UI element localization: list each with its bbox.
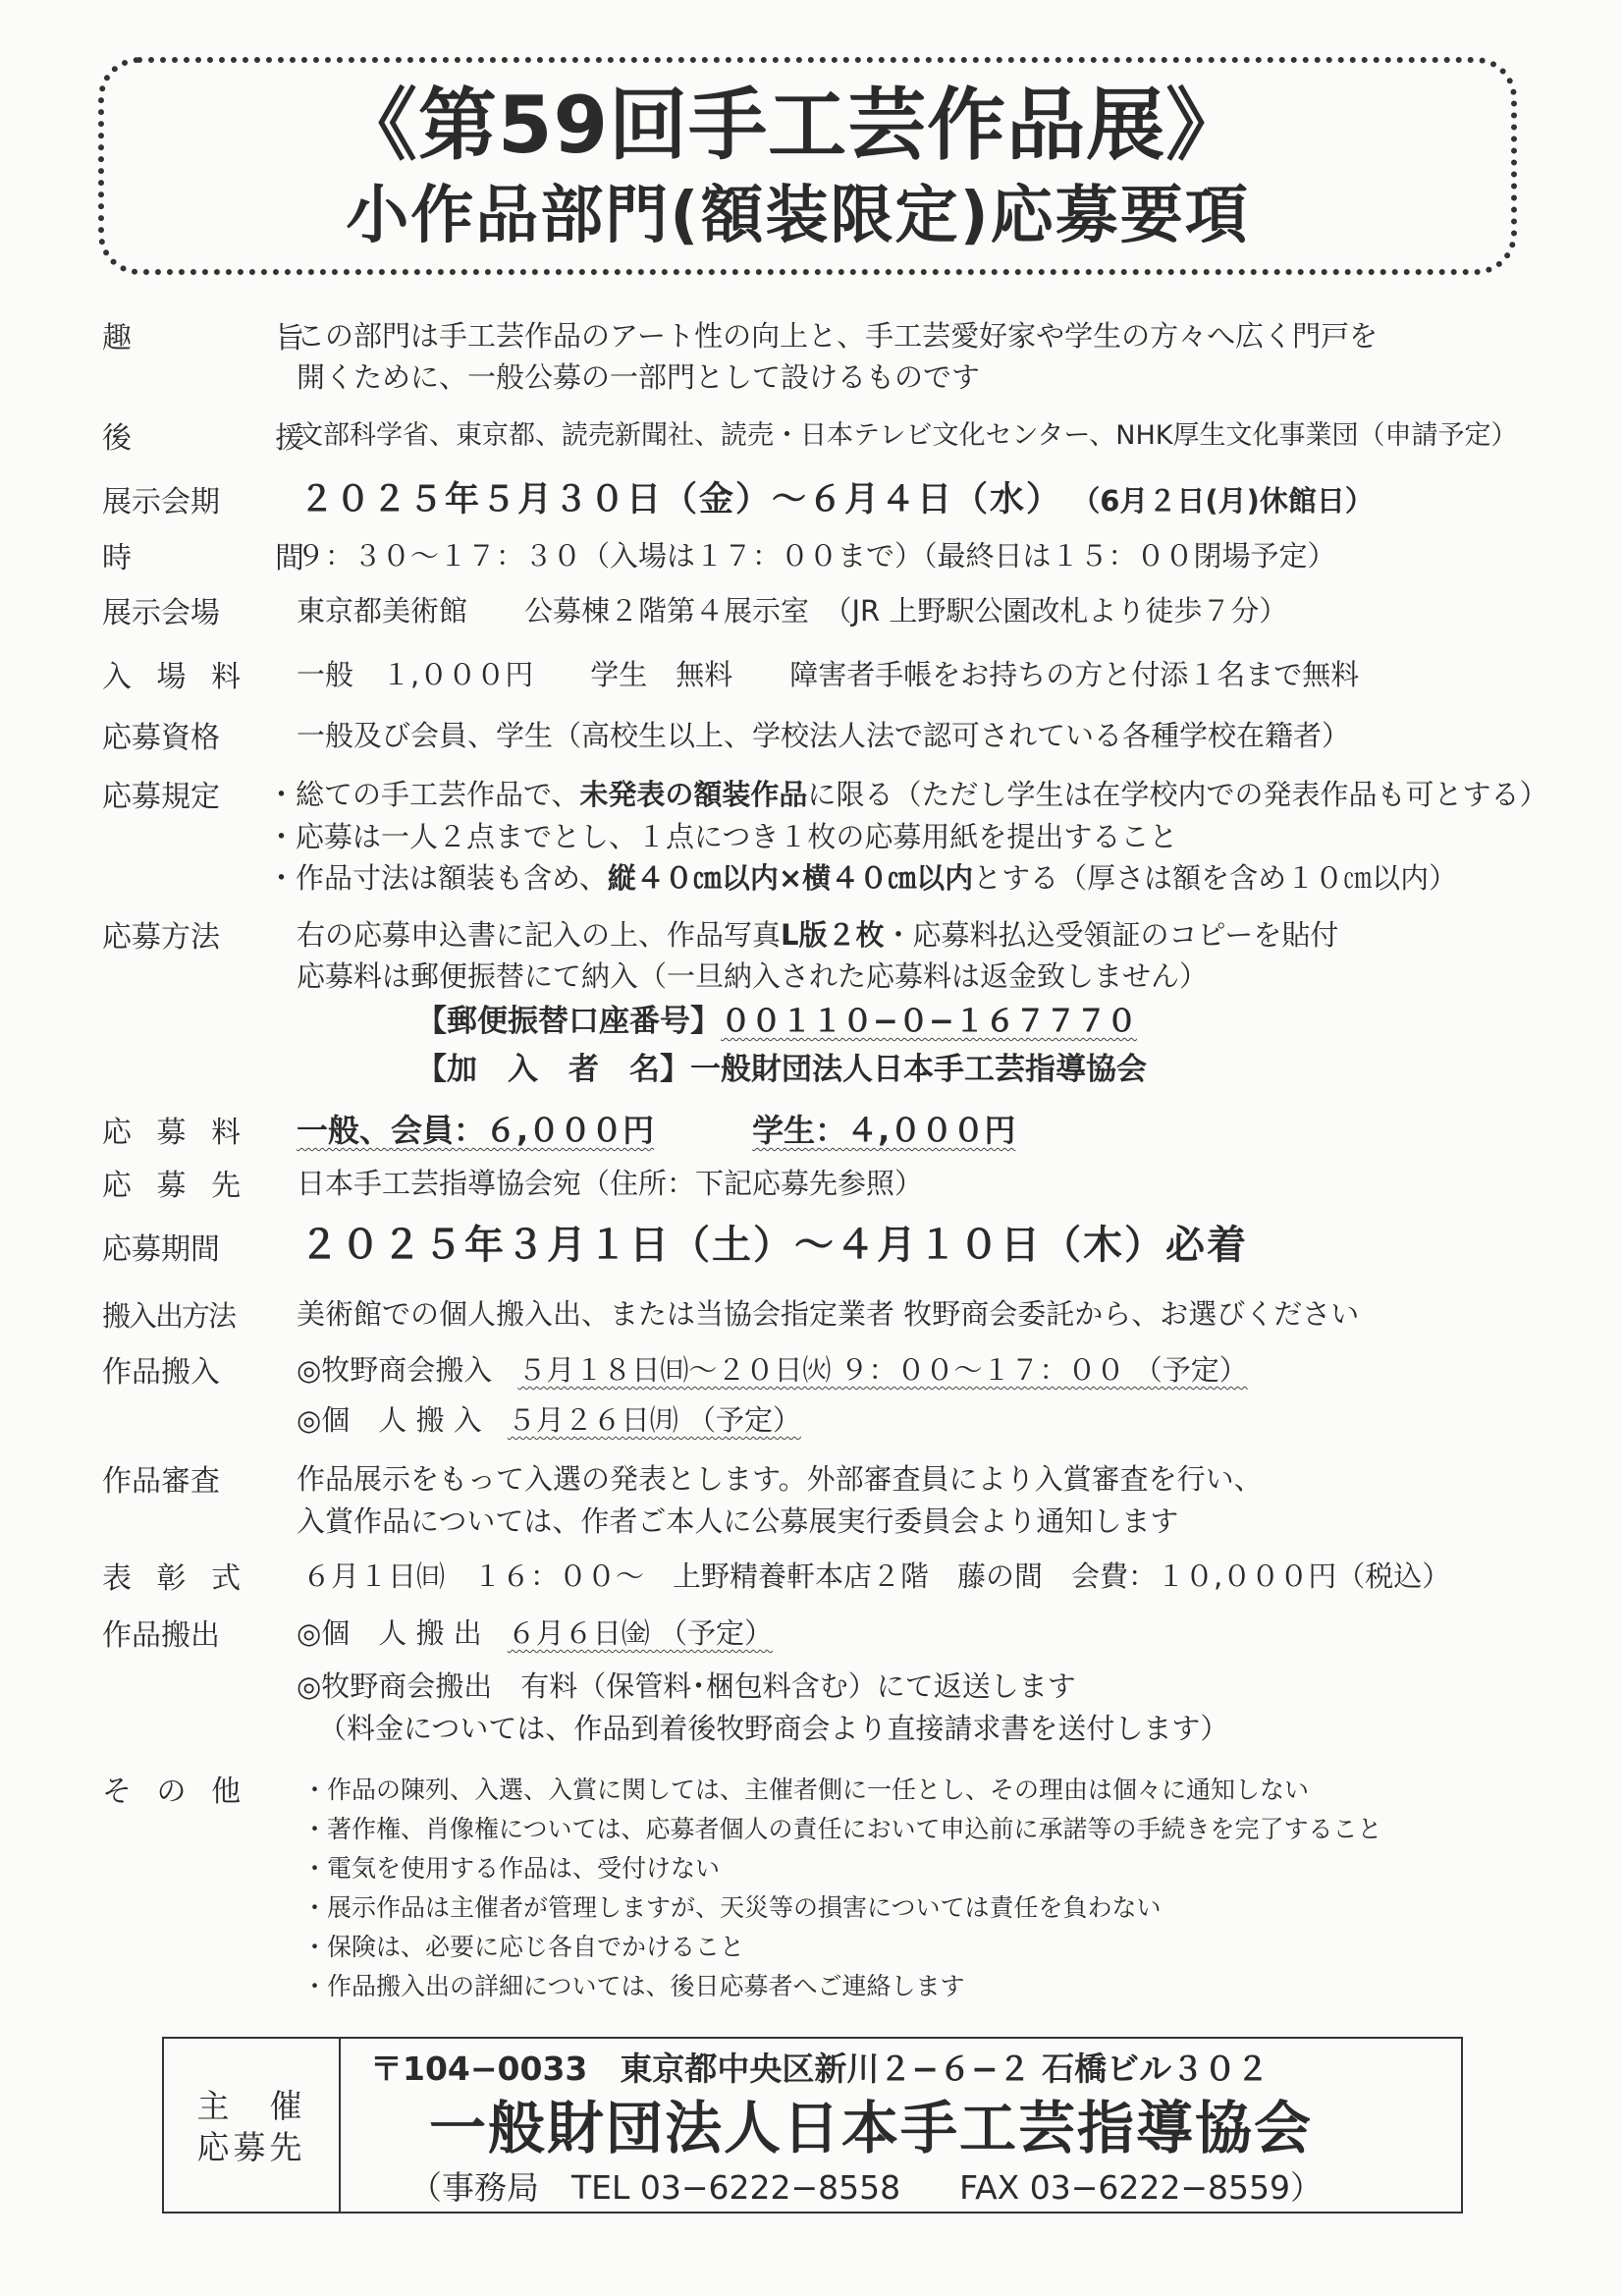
- nyujo-text: 一般 １,０００円 学生 無料 障害者手帳をお持ちの方と付添１名まで無料: [297, 658, 1360, 691]
- label-ryo: 応 募 料: [102, 1116, 249, 1150]
- organizer-tel: （事務局 TEL 03−6222−8558: [409, 2168, 901, 2207]
- hannyu-makino: ◎牧野商会搬入 ５月１８日㈰〜２０日㈫ ９：００〜１７：００ （予定）: [297, 1353, 1248, 1387]
- label-hyosho: 表 彰 式: [102, 1561, 249, 1596]
- label-shinsa: 作品審査: [102, 1464, 220, 1499]
- submission-label: 応募先: [196, 2128, 306, 2166]
- kitei-item-2: ・応募は一人２点までとし、１点につき１枚の応募用紙を提出すること: [267, 820, 1178, 853]
- label-hanshutsu: 作品搬出: [102, 1618, 220, 1653]
- label-saki: 応 募 先: [102, 1169, 249, 1203]
- hoho-account: 【郵便振替口座番号】００１１０−０−１６７７７０: [416, 1004, 1137, 1039]
- page-subtitle: 小作品部門(額装限定)応募要項: [346, 180, 1250, 252]
- hanshutsu-note: （料金については、作品到着後牧野商会より直接請求書を送付します）: [318, 1712, 1229, 1745]
- organizer-divider: [339, 2039, 341, 2212]
- label-kaiki: 展示会期: [102, 485, 220, 519]
- sonota-item: ・作品搬入出の詳細については、後日応募者へご連絡します: [302, 1972, 965, 2000]
- hannyu-kojin: ◎個 人 搬 入 ５月２６日㈪ （予定）: [297, 1403, 801, 1437]
- hoho-line2: 応募料は郵便振替にて納入（一旦納入された応募料は返金致しません）: [297, 959, 1209, 993]
- jikan-text: ９：３０〜１７：３０（入場は１７：００まで）（最終日は１５：００閉場予定）: [297, 539, 1336, 573]
- shinsa-line2: 入賞作品については、作者ご本人に公募展実行委員会より通知します: [297, 1504, 1179, 1538]
- ryo-fees: 一般、会員：６,０００円 学生：４,０００円: [297, 1112, 1016, 1149]
- label-kikan: 応募期間: [102, 1232, 220, 1267]
- label-hannyu: 作品搬入: [102, 1355, 220, 1390]
- shinsa-line1: 作品展示をもって入選の発表とします。外部審査員により入賞審査を行い、: [297, 1462, 1263, 1496]
- label-sonota: そ の 他: [102, 1775, 249, 1809]
- koen-text: 文部科学省、東京都、読売新聞社、読売・日本テレビ文化センター、NHK厚生文化事業団（申請予定）: [297, 420, 1518, 451]
- sonota-item: ・保険は、必要に応じ各自でかけること: [302, 1933, 745, 1961]
- sonota-item: ・著作権、肖像権については、応募者個人の責任において申込前に承諾等の手続きを完了すること: [302, 1815, 1382, 1843]
- organizer-box: [162, 2037, 1463, 2214]
- page-title: 《第59回手工芸作品展》: [338, 80, 1246, 171]
- sonota-item: ・電気を使用する作品は、受付けない: [302, 1854, 721, 1883]
- kaiki-closed-note: （6月２日(月)休館日）: [1071, 484, 1374, 518]
- label-kaijo: 展示会場: [102, 596, 220, 630]
- hoho-line1: 右の応募申込書に記入の上、作品写真L版２枚・応募料払込受領証のコピーを貼付: [297, 918, 1339, 952]
- hoho-account-name: 【加 入 者 名】一般財団法人日本手工芸指導協会: [416, 1052, 1147, 1087]
- organizer-address: 〒104−0033 東京都中央区新川２−６−２ 石橋ビル３０２: [370, 2050, 1270, 2088]
- shikaku-text: 一般及び会員、学生（高校生以上、学校法人法で認可されている各種学校在籍者）: [297, 719, 1351, 752]
- kaiki-dates: ２０２５年５月３０日（金）〜６月４日（水）: [299, 480, 1063, 519]
- organizer-contact: [409, 2168, 1324, 2207]
- organizer-fax: FAX 03−6222−8559）: [959, 2168, 1324, 2207]
- label-koen: 後 援: [102, 421, 361, 456]
- shushi-line2: 開くために、一般公募の一部門として設けるものです: [297, 360, 981, 394]
- label-hannyu-hoho: 搬入出方法: [102, 1299, 236, 1333]
- label-kitei: 応募規定: [102, 780, 220, 814]
- saki-text: 日本手工芸指導協会宛（住所：下記応募先参照）: [297, 1167, 924, 1200]
- sonota-item: ・展示作品は主催者が管理しますが、天災等の損害については責任を負わない: [302, 1893, 1162, 1922]
- hyosho-text: ６月１日㈰ １６：００〜 上野精養軒本店２階 藤の間 会費：１０,０００円（税込）: [302, 1559, 1451, 1593]
- label-shikaku: 応募資格: [102, 721, 220, 755]
- kitei-item-3: ・作品寸法は額装も含め、縦４０㎝以内×横４０㎝以内とする（厚さは額を含め１０㎝以内）: [267, 861, 1458, 895]
- kikan-dates: ２０２５年３月１日（土）〜４月１０日（木）必着: [299, 1223, 1248, 1268]
- hanshutsu-makino: ◎牧野商会搬出 有料（保管料･梱包料含む）にて返送します: [297, 1669, 1076, 1703]
- sonota-item: ・作品の陳列、入選、入賞に関しては、主催者側に一任とし、その理由は個々に通知しない: [302, 1776, 1310, 1804]
- shushi-line1: この部門は手工芸作品のアート性の向上と、手工芸愛好家や学生の方々へ広く門戸を: [297, 319, 1379, 353]
- label-shushi: 趣 旨: [102, 321, 361, 355]
- hannyu-hoho-text: 美術館での個人搬入出、または当協会指定業者 牧野商会委託から、お選びください: [297, 1297, 1360, 1331]
- label-nyujo: 入 場 料: [102, 660, 249, 694]
- organizer-name: 一般財団法人日本手工芸指導協会: [429, 2095, 1314, 2161]
- label-jikan: 時 間: [102, 541, 361, 575]
- hanshutsu-kojin: ◎個 人 搬 出 ６月６日㈮ （予定）: [297, 1616, 773, 1650]
- kitei-item-1: ・総ての手工芸作品で、未発表の額装作品に限る（ただし学生は在学校内での発表作品も可とする）: [267, 778, 1548, 811]
- organizer-label: 主 催: [196, 2087, 306, 2125]
- label-hoho: 応募方法: [102, 920, 220, 955]
- kaijo-text: 東京都美術館 公募棟２階第４展示室 （JR 上野駅公園改札より徒歩７分）: [297, 594, 1288, 628]
